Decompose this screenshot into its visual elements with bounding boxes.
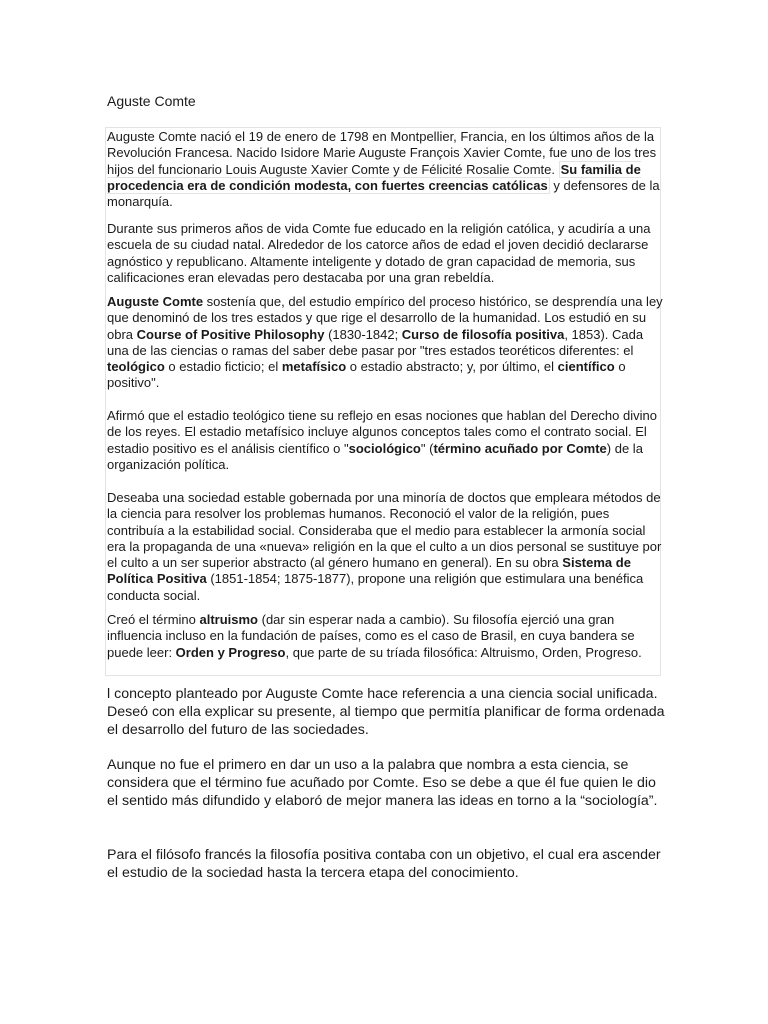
paragraph-altruism: Creó el término altruismo (dar sin esperar nada a cambio). Su filosofía ejerció una gran influencia incluso en la fundación de países, como es el caso de Brasil, en cuya bandera se puede leer: Orden y Progreso, que parte de su tríada filosófica: Altruismo, Orden, Progreso. bbox=[107, 612, 642, 660]
highlighted-text: Su familia de procedencia era de condición modesta, con fuertes creencias católicas bbox=[107, 161, 641, 193]
document-title: Aguste Comte bbox=[107, 93, 196, 109]
paragraph-social-science: l concepto planteado por Auguste Comte hace referencia a una ciencia social unificada. Deseó con ella explicar su presente, al tiempo que permitía planificar de forma ordenada el desarrollo del futuro de las sociedades. bbox=[107, 686, 665, 738]
paragraph-education: Durante sus primeros años de vida Comte fue educado en la religión católica, y acudiría a una escuela de su ciudad natal. Alrededor de los catorce años de edad el joven decidió declararse agnóstico y republicano. Altamente inteligente y dotado de gran capacidad de memoria, sus calificaciones eran elevadas pero destacaba por una gran rebeldía. bbox=[107, 221, 651, 285]
paragraph-positive-philosophy: Para el filósofo francés la filosofía positiva contaba con un objetivo, el cual era ascender el estudio de la sociedad hasta la tercera etapa del conocimiento. bbox=[107, 847, 661, 881]
paragraph-stable-society: Deseaba una sociedad estable gobernada por una minoría de doctos que empleara métodos de la ciencia para resolver los problemas humanos. Reconoció el valor de la religión, pues contribuía a la estabilidad social. Consideraba que el medio para establecer la armonía social era la propaganda de una «nueva» religión en la que el culto a un dios personal se sustituye por el culto a un ser superior abstracto (al género humano en general). En su obra Sistema de Política Positiva (1851-1854; 1875-1877), propone una religión que estimulara una benéfica conducta social. bbox=[107, 490, 662, 603]
paragraph-birth: Auguste Comte nació el 19 de enero de 1798 en Montpellier, Francia, en los últimos años de la Revolución Francesa. Nacido Isidore Marie Auguste François Xavier Comte, fue uno de los tres hijos del funcionario Louis Auguste Xavier Comte y de Félicité Rosalie Comte. Su familia de procedencia era de condición modesta, con fuertes creencias católicas y defensores de la monarquía. bbox=[107, 129, 660, 210]
paragraph-theological-stage: Afirmó que el estadio teológico tiene su reflejo en esas nociones que hablan del Derecho divino de los reyes. El estadio metafísico incluye algunos conceptos tales como el contrato social. El estadio positivo es el análisis científico o "sociológico" (término acuñado por Comte) de la organización política. bbox=[107, 408, 657, 472]
paragraph-three-states: Auguste Comte sostenía que, del estudio empírico del proceso histórico, se desprendía una ley que denominó de los tres estados y que rige el desarrollo de la humanidad. Los estudió en su obra Course of Positive Philosophy (1830-1842; Curso de filosofía positiva, 1853). Cada una de las ciencias o ramas del saber debe pasar por "tres estados teoréticos diferentes: el teológico o estadio ficticio; el metafísico o estadio abstracto; y, por último, el científico o positivo". bbox=[107, 294, 663, 391]
paragraph-sociology-term: Aunque no fue el primero en dar un uso a la palabra que nombra a esta ciencia, se considera que el término fue acuñado por Comte. Eso se debe a que él fue quien le dio el sentido más difundido y elaboró de mejor manera las ideas en torno a la “sociología”. bbox=[107, 757, 658, 809]
